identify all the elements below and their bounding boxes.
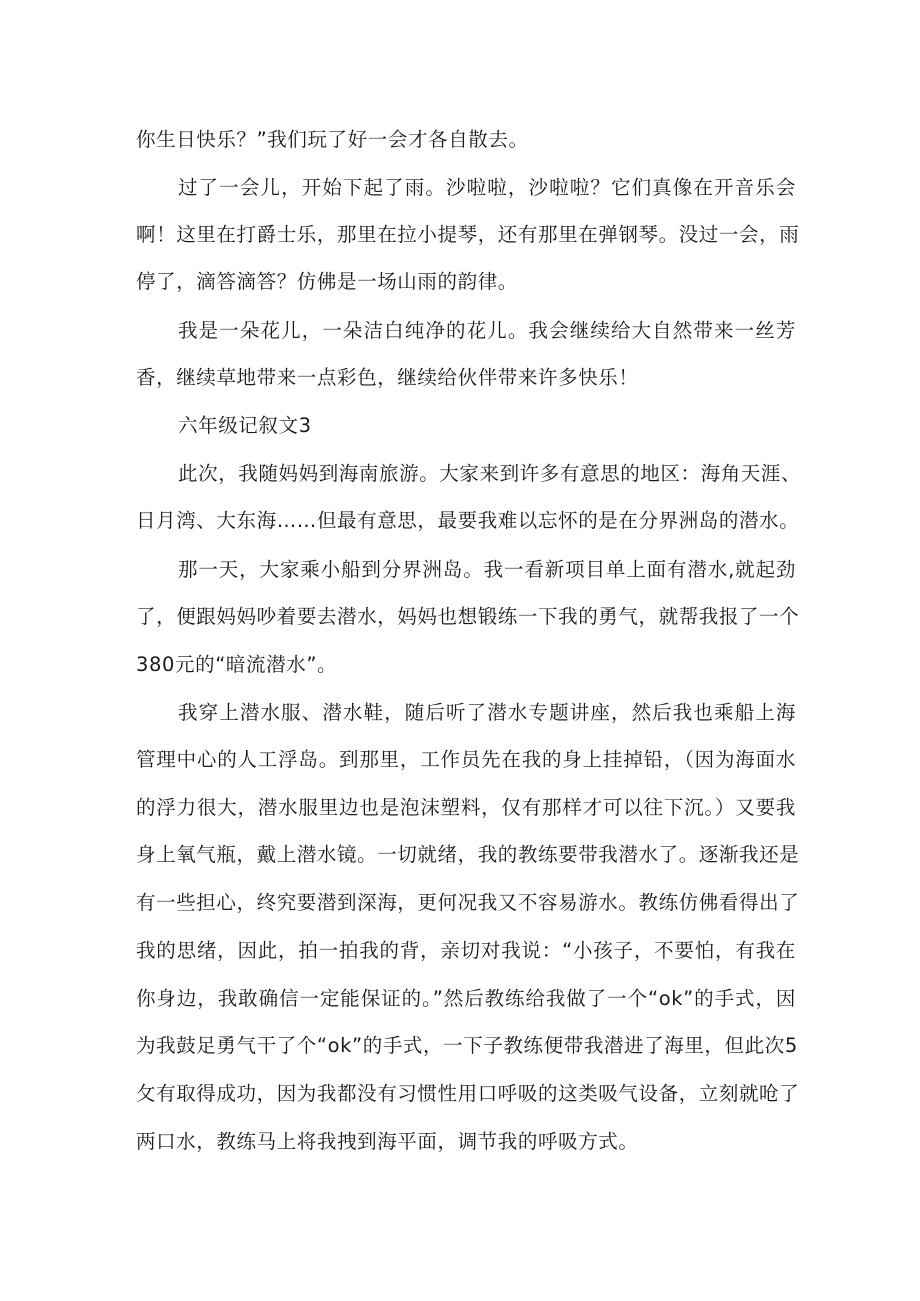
text-line: 两口水，教练马上将我拽到海平面，调节我的呼吸方式。 [136,1130,639,1153]
text-line: 香，继续草地带来一点彩色，继续给伙伴带来许多快乐！ [136,366,639,389]
text-line: 了，便跟妈妈吵着要去潜水，妈妈也想锻练一下我的勇气，就帮我报了一个 [136,605,800,628]
text-line: 为我鼓足勇气干了个“ok”的手式，一下子教练便带我潜进了海里，但此次5 [136,1034,798,1057]
paragraph-first-line: 此次，我随妈妈到海南旅游。大家来到许多有意思的地区：海角天涯、 [178,462,802,485]
text-line: 日月湾、大东海……但最有意思，最要我难以忘怀的是在分界洲岛的潜水。 [136,509,800,532]
text-line: 你生日快乐？”我们玩了好一会才各自散去。 [136,128,529,151]
text-line: 身上氧气瓶，戴上潜水镜。一切就绪，我的教练要带我潜水了。逐渐我还是 [136,843,800,866]
text-line: 你身边，我敢确信一定能保证的。”然后教练给我做了一个“ok”的手式，因 [136,987,796,1010]
paragraph-first-line: 过了一会儿，开始下起了雨。沙啦啦，沙啦啦？它们真像在开音乐会 [178,176,796,199]
text-line: 我的思绪，因此，拍一拍我的背，亲切对我说：“小孩子，不要怕，有我在 [136,939,796,962]
text-line: 攵有取得成功，因为我都没有习惯性用口呼吸的这类吸气设备，立刻就呛了 [136,1082,800,1105]
section-heading: 六年级记叙文3 [178,414,312,437]
text-line: 380元的“暗流潜水”。 [136,653,338,676]
text-line: 管理中心的人工浮岛。到那里，工作员先在我的身上挂掉铅，（因为海面水 [136,748,796,771]
paragraph-first-line: 那一天，大家乘小船到分界洲岛。我一看新项目单上面有潜水,就起劲 [178,558,796,581]
paragraph-first-line: 我穿上潜水服、潜水鞋，随后听了潜水专题讲座，然后我也乘船上海 [178,701,796,724]
text-line: 停了，滴答滴答？仿佛是一场山雨的韵律。 [136,270,518,293]
text-line: 啊！这里在打爵士乐，那里在拉小提琴，还有那里在弹钢琴。没过一会，雨 [136,223,800,246]
text-line: 的浮力很大，潜水服里边也是泡沫塑料，仅有那样才可以往下沉。）又要我 [136,796,796,819]
text-line: 有一些担心，终究要潜到深海，更何况我又不容易游水。教练仿佛看得出了 [136,891,800,914]
paragraph-first-line: 我是一朵花儿，一朵洁白纯净的花儿。我会继续给大自然带来一丝芳 [178,319,796,342]
